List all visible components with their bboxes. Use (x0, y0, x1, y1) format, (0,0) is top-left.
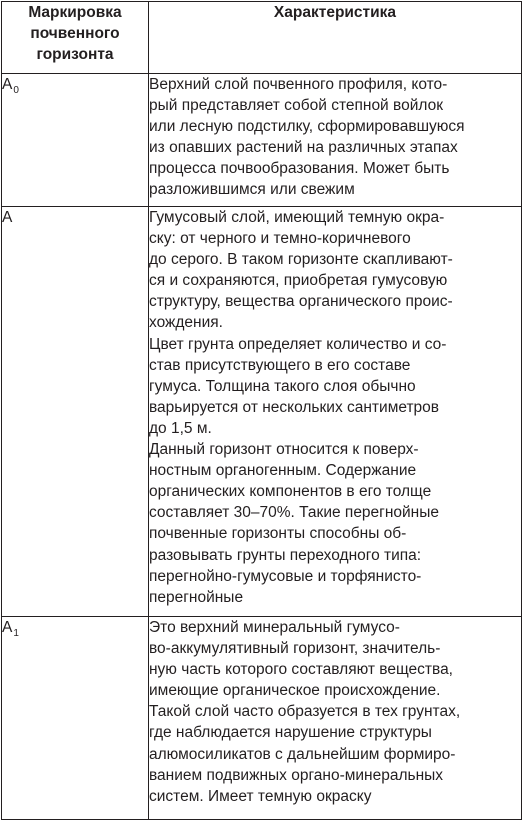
description-line: ностным органогенным. Содержание (149, 462, 417, 480)
description-line: до серого. В таком горизонте скапливают- (149, 251, 453, 269)
description-line: Цвет грунта определяет количество и со- (149, 335, 447, 353)
column-header-marking: Маркировка почвенного горизонта (2, 2, 149, 74)
description-line: из опавших растений на различных этапах (149, 139, 458, 157)
description-line: составляет 30–70%. Такие перегнойные (149, 504, 439, 522)
description-line: ску: от черного и темно-коричневого (149, 230, 411, 248)
horizon-code: A (2, 619, 13, 636)
horizon-description (149, 74, 522, 207)
description-line: ся и сохраняются, приобретая гумусовую (149, 272, 448, 290)
table-row (2, 74, 522, 207)
table-row (2, 617, 522, 820)
description-line: структуру, вещества органического проис- (149, 293, 453, 311)
description-line: во-аккумулятивный горизонт, значитель- (149, 640, 441, 658)
table-header-row (2, 2, 522, 74)
description-line: где наблюдается нарушение структуры (149, 724, 432, 742)
description-line: хождения. (149, 314, 223, 332)
horizon-code-cell (2, 74, 149, 207)
horizon-code-subscript: 1 (13, 628, 19, 639)
horizon-code: A (2, 209, 13, 226)
column-header-characteristic: Характеристика (149, 2, 522, 74)
description-line: Это верхний минеральный гумусо- (149, 619, 400, 636)
description-line: ванием подвижных органо-минеральных (149, 766, 444, 784)
description-line: имеющие органическое происхождение. (149, 682, 441, 700)
description-line: Гумусовый слой, имеющий темную окра- (149, 209, 445, 226)
description-line: перегнойные (149, 588, 244, 606)
description-line: варьируется от нескольких сантиметров (149, 398, 440, 416)
description-line: алюмосиликатов с дальнейшим формиро- (149, 745, 456, 763)
description-line: Данный горизонт относится к поверх- (149, 441, 419, 459)
description-line: процесса почвообразования. Может быть (149, 160, 450, 178)
horizon-code-cell (2, 617, 149, 820)
soil-horizons-table (1, 1, 522, 820)
description-line: разложившимся или свежим (149, 181, 355, 199)
description-line: став присутствующего в его составе (149, 356, 411, 374)
table-row (2, 207, 522, 617)
description-line: органических компонентов в его толще (149, 483, 432, 501)
description-line: почвенные горизонты способны об- (149, 525, 407, 543)
description-line: Верхний слой почвенного профиля, кото- (149, 76, 448, 93)
horizon-code: A (2, 76, 13, 93)
horizon-code-subscript: 0 (13, 85, 19, 96)
description-line: гумуса. Толщина такого слоя обычно (149, 377, 416, 395)
description-line: ную часть которого составляют вещества, (149, 661, 453, 679)
description-line: до 1,5 м. (149, 419, 212, 437)
description-line: систем. Имеет темную окраску (149, 787, 372, 805)
description-line: Такой слой часто образуется в тех грунтах, (149, 703, 461, 721)
horizon-description (149, 617, 522, 820)
horizon-code-cell (2, 207, 149, 617)
description-line: разовывать грунты переходного типа: (149, 546, 422, 564)
description-line: рый представляет собой степной войлок (149, 97, 443, 115)
horizon-description (149, 207, 522, 617)
description-line: перегнойно-гумусовые и торфянисто- (149, 567, 422, 585)
description-line: или лесную подстилку, сформировавшуюся (149, 118, 465, 136)
